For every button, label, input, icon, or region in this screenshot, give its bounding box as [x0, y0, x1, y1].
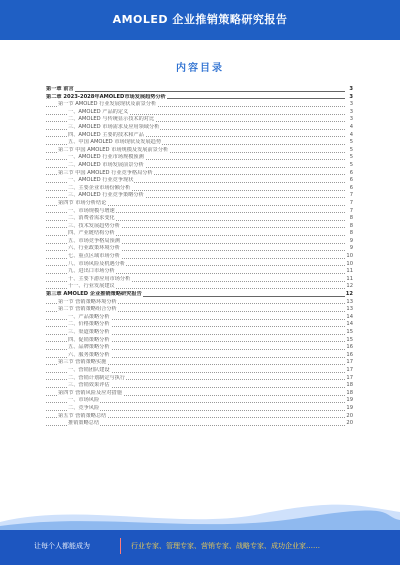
toc-entry-text: 第二章 2023-2028年AMOLED市场发展趋势分析 [46, 93, 166, 100]
toc-entry[interactable] [46, 397, 353, 405]
toc-page-number: 4 [345, 124, 353, 132]
toc-entry[interactable] [46, 367, 353, 375]
toc-entry-text: 第四节 营销风险及应对措施 [58, 389, 122, 396]
toc-entry-text: 五、市场竞争格局预测 [68, 237, 120, 244]
toc-entry-text: 六、服务策略分析 [68, 351, 110, 358]
toc-entry-text: 四、促销策略分析 [68, 336, 110, 343]
toc-entry-text: 第一章 前言 [46, 86, 74, 92]
toc-entry[interactable] [46, 268, 353, 276]
toc-entry-text: 五、品牌策略分析 [68, 344, 110, 351]
toc-entry-text: 第三节 营销策略实施 [58, 359, 107, 366]
toc-page-number: 10 [346, 253, 353, 260]
toc-page-number: 8 [345, 215, 353, 223]
toc-page-number: 20 [346, 420, 353, 427]
toc-page-number: 18 [346, 382, 353, 389]
toc-entry[interactable] [46, 238, 353, 246]
toc-entry[interactable] [46, 375, 353, 383]
toc-entry-text: 一、营销团队建设 [68, 366, 110, 373]
toc-entry[interactable] [46, 352, 353, 360]
toc-entry[interactable] [46, 299, 353, 307]
toc-entry-text: 七、重点区域市场分析 [68, 253, 120, 260]
toc-entry-text: 十、主要下游应用市场分析 [68, 275, 131, 282]
toc-entry-text: 一、市场风险 [68, 397, 100, 404]
toc-entry-text: 第五节 营销策略总结 [58, 412, 107, 419]
toc-page-number: 9 [345, 245, 353, 253]
toc-entry[interactable] [46, 116, 353, 124]
toc-page-number: 12 [345, 291, 353, 298]
toc-entry[interactable] [46, 306, 353, 314]
toc-page-number: 13 [346, 306, 353, 313]
toc-leader-dots [46, 91, 345, 92]
toc-page-number: 16 [346, 344, 353, 351]
footer-wave [0, 500, 400, 530]
toc-page-number: 5 [345, 162, 353, 170]
toc-entry-text: 二、AMOLED 与传统显示技术的对比 [68, 116, 155, 123]
toc-entry-text: 八、市场风险及机遇分析 [68, 260, 126, 267]
toc-title: 内容目录 [176, 63, 224, 74]
toc-entry-text: 三、营销效果评估 [68, 382, 110, 389]
toc-entry[interactable] [46, 132, 353, 140]
toc-page-number: 17 [346, 359, 353, 366]
toc-page-number: 3 [345, 94, 353, 102]
toc-page-number: 5 [345, 154, 353, 162]
toc-entry[interactable] [46, 337, 353, 345]
toc-entry[interactable] [46, 94, 353, 102]
toc-entry[interactable] [46, 420, 353, 428]
toc-page-number: 3 [345, 86, 353, 94]
toc-entry-text: 第一节 营销策略环境分析 [58, 298, 117, 305]
toc-page-number: 15 [346, 336, 353, 343]
toc-entry-text: 二、价格策略分析 [68, 321, 110, 328]
toc-entry[interactable] [46, 230, 353, 238]
toc-page-number: 12 [346, 283, 353, 290]
toc-entry-text: 第三章 AMOLED 企业推销策略研究报告 [46, 291, 142, 298]
toc-entry-text: 三、渠道策略分析 [68, 329, 110, 335]
toc-entry[interactable] [46, 283, 353, 291]
toc-entry-text: 第四节 市场分析结论 [58, 199, 107, 206]
toc-entry[interactable] [46, 192, 353, 200]
toc-page-number: 13 [346, 298, 353, 305]
toc-page-number: 6 [345, 177, 353, 185]
toc-entry[interactable] [46, 413, 353, 421]
toc-page-number: 18 [346, 389, 353, 396]
toc-page-number: 15 [346, 329, 353, 335]
toc-entry[interactable] [46, 215, 353, 223]
toc-entry-text: 一、AMOLED 行业市场规模预测 [68, 154, 144, 161]
table-of-contents [46, 86, 353, 428]
toc-entry[interactable] [46, 86, 353, 94]
toc-page-number: 8 [345, 230, 353, 238]
toc-entry-text: 十一、行业发展建议 [68, 283, 115, 290]
toc-entry[interactable] [46, 124, 353, 132]
toc-entry-text: 一、AMOLED 行业竞争现状 [68, 177, 134, 184]
toc-entry[interactable] [46, 200, 353, 208]
toc-entry[interactable] [46, 177, 353, 185]
toc-entry[interactable] [46, 223, 353, 231]
toc-entry-text: 第二节 营销策略组合分析 [58, 306, 117, 313]
toc-entry[interactable] [46, 321, 353, 329]
toc-page-number: 5 [345, 139, 353, 147]
toc-entry[interactable] [46, 162, 353, 170]
toc-entry-text: 第三节 中国 AMOLED 行业竞争格局分析 [58, 169, 153, 176]
toc-entry[interactable] [46, 405, 353, 413]
toc-entry-text: 二、营销计划制定与执行 [68, 374, 126, 381]
toc-entry-text: 五、中国 AMOLED 市场现状及发展趋势 [68, 139, 162, 146]
toc-entry[interactable] [46, 170, 353, 178]
report-title: AMOLED 企业推销策略研究报告 [112, 13, 288, 26]
toc-entry-text: 四、产业链结构分析 [68, 230, 115, 237]
toc-entry-text: 一、市场规模与增速 [68, 207, 115, 214]
toc-entry-text: 三、AMOLED 市场需求及应用领域分析 [68, 123, 160, 130]
toc-page-number: 6 [345, 170, 353, 178]
toc-page-number: 19 [346, 404, 353, 411]
toc-page-number: 7 [345, 192, 353, 200]
toc-entry[interactable] [46, 314, 353, 322]
toc-page-number: 3 [345, 116, 353, 124]
toc-entry[interactable] [46, 329, 353, 337]
toc-entry-text: 二、竞争风险 [68, 404, 100, 411]
toc-page-number: 3 [345, 101, 353, 109]
footer-separator [120, 538, 121, 554]
toc-page-number: 17 [346, 374, 353, 381]
toc-entry[interactable] [46, 154, 353, 162]
toc-entry[interactable] [46, 101, 353, 109]
toc-entry-text: 第一节 AMOLED 行业发展现状及前景分析 [58, 101, 157, 108]
toc-entry[interactable] [46, 390, 353, 398]
toc-page-number: 6 [345, 185, 353, 193]
toc-page-number: 20 [346, 412, 353, 419]
toc-entry-text: 三、技术发展趋势分析 [68, 222, 120, 229]
toc-entry[interactable] [46, 344, 353, 352]
toc-page-number: 4 [345, 132, 353, 140]
toc-entry-text: 三、AMOLED 行业竞争策略分析 [68, 192, 144, 199]
toc-page-number: 14 [346, 313, 353, 320]
toc-entry[interactable] [46, 147, 353, 155]
toc-entry-text: 一、产品策略分析 [68, 313, 110, 320]
toc-page-number: 19 [346, 397, 353, 404]
toc-entry-text: 四、AMOLED 主要的技术和产品 [68, 131, 144, 138]
toc-entry[interactable] [46, 276, 353, 284]
toc-entry-text: 一、AMOLED 产品的定义 [68, 108, 129, 115]
toc-entry[interactable] [46, 359, 353, 367]
toc-page-number: 9 [345, 238, 353, 246]
toc-entry[interactable] [46, 109, 353, 117]
toc-entry[interactable] [46, 382, 353, 390]
toc-entry-text: 六、行业政策环境分析 [68, 245, 120, 252]
toc-entry[interactable] [46, 291, 353, 299]
toc-entry-text: 二、消费者需求变化 [68, 215, 115, 222]
toc-page-number: 8 [345, 223, 353, 231]
toc-entry-text: 二、主要企业市场份额分析 [68, 184, 131, 191]
toc-entry-text: 九、进出口市场分析 [68, 268, 115, 275]
toc-page-number: 7 [345, 200, 353, 208]
toc-page-number: 3 [345, 109, 353, 117]
toc-entry[interactable] [46, 208, 353, 216]
toc-entry-text: 二、AMOLED 市场发展前景分析 [68, 161, 144, 168]
toc-entry[interactable] [46, 185, 353, 193]
footer-slogan-right: 行业专家、管理专家、营销专家、战略专家、成功企业家…… [131, 542, 320, 550]
toc-entry-text: 推销策略总结 [68, 420, 100, 427]
toc-page-number: 16 [346, 351, 353, 358]
toc-entry[interactable] [46, 139, 353, 147]
toc-entry-text: 第二节 中国 AMOLED 市场规模及发展前景分析 [58, 146, 169, 153]
toc-entry[interactable] [46, 245, 353, 253]
toc-page-number: 10 [346, 260, 353, 267]
toc-page-number: 5 [345, 147, 353, 155]
toc-page-number: 17 [346, 366, 353, 373]
toc-entry[interactable] [46, 253, 353, 261]
toc-page-number: 11 [346, 268, 353, 275]
toc-page-number: 14 [346, 321, 353, 328]
toc-entry[interactable] [46, 261, 353, 269]
toc-page-number: 11 [346, 275, 353, 282]
footer-slogan-left: 让每个人都能成为 [34, 542, 90, 550]
toc-page-number: 7 [345, 208, 353, 216]
